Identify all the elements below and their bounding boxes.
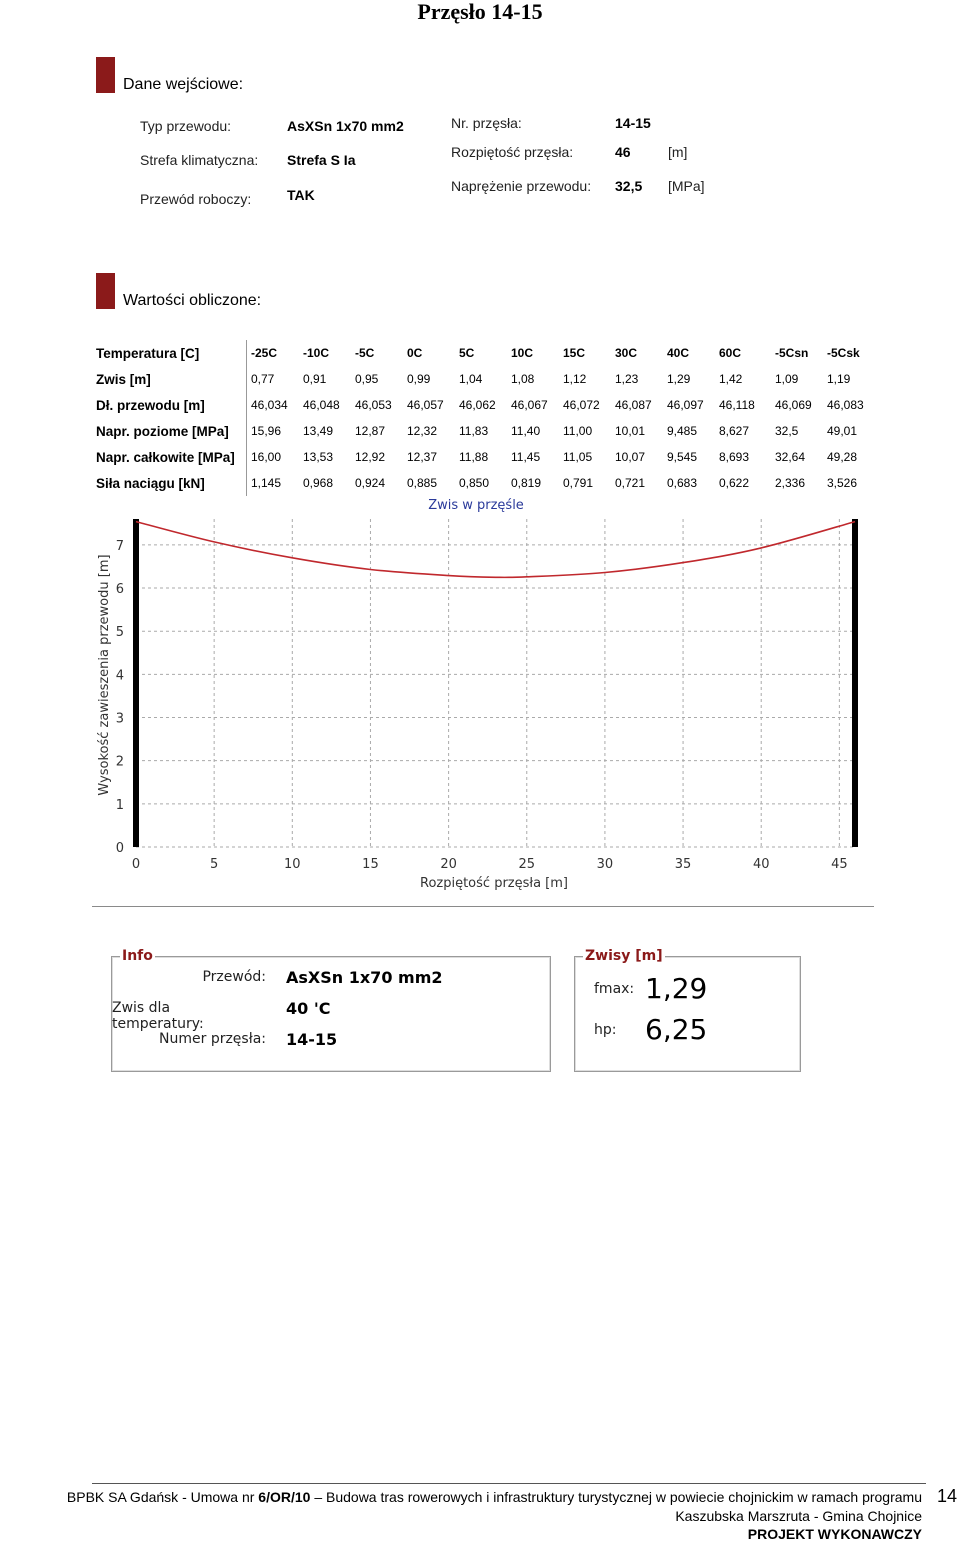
sag-box-title: Zwisy [m] bbox=[585, 948, 663, 964]
table-cell: 0,91 bbox=[303, 372, 327, 386]
zone-value: Strefa S Ia bbox=[287, 152, 356, 168]
table-cell: 13,49 bbox=[303, 424, 334, 438]
table-cell: 0,683 bbox=[667, 476, 698, 490]
table-cell: 3,526 bbox=[827, 476, 858, 490]
divider bbox=[92, 906, 874, 907]
table-cell: 15,96 bbox=[251, 424, 282, 438]
table-cell: 16,00 bbox=[251, 450, 282, 464]
x-tick-label: 10 bbox=[284, 857, 301, 872]
chart-title: Zwis w przęśle bbox=[428, 498, 524, 513]
table-cell: 49,28 bbox=[827, 450, 858, 464]
table-cell: 46,048 bbox=[303, 398, 340, 412]
table-cell: 46,069 bbox=[775, 398, 812, 412]
temperature-cell: 60C bbox=[719, 346, 742, 360]
temperature-cell: -5C bbox=[355, 346, 375, 360]
hp-value: 6,25 bbox=[645, 1013, 708, 1046]
section-marker bbox=[96, 57, 115, 93]
info-conductor-value: AsXSn 1x70 mm2 bbox=[286, 968, 443, 987]
info-temp-value: 40 'C bbox=[286, 999, 331, 1018]
x-tick-label: 15 bbox=[362, 857, 379, 872]
table-cell: 46,062 bbox=[459, 398, 496, 412]
span-no-value: 14-15 bbox=[615, 115, 651, 131]
table-cell: 1,23 bbox=[615, 372, 639, 386]
row-label: Napr. całkowite [MPa] bbox=[92, 444, 247, 470]
type-label: Typ przewodu: bbox=[140, 118, 232, 134]
table-cell: 0,622 bbox=[719, 476, 750, 490]
tension-label: Naprężenie przewodu: bbox=[451, 178, 592, 194]
table-cell: 32,64 bbox=[775, 450, 806, 464]
table-cell: 12,32 bbox=[407, 424, 438, 438]
sag-box bbox=[574, 948, 801, 1072]
table-cell: 12,92 bbox=[355, 450, 386, 464]
page-title: Przęsło 14-15 bbox=[417, 0, 543, 24]
x-tick-label: 40 bbox=[752, 857, 770, 872]
row-label: Dł. przewodu [m] bbox=[92, 392, 247, 418]
temperature-cell: 40C bbox=[667, 346, 690, 360]
table-row bbox=[92, 444, 875, 470]
footer-line-1: BPBK SA Gdańsk - Umowa nr 6/OR/10 – Budowa tras rowerowych i infrastruktury turystycznej w powiecie chojnickim w ramach programu bbox=[66, 1489, 922, 1505]
span-no-label: Nr. przęsła: bbox=[451, 115, 522, 131]
table-cell: 1,19 bbox=[827, 372, 851, 386]
temperature-cell: 10C bbox=[511, 346, 534, 360]
results-section-title: Wartości obliczone: bbox=[123, 292, 262, 309]
y-tick-label: 3 bbox=[115, 711, 124, 727]
fmax-value: 1,29 bbox=[645, 972, 708, 1005]
fmax-label: fmax: bbox=[594, 981, 635, 997]
table-cell: 13,53 bbox=[303, 450, 334, 464]
table-row bbox=[92, 366, 875, 392]
table-cell: 0,99 bbox=[407, 372, 431, 386]
temperature-cell: -25C bbox=[251, 346, 278, 360]
table-header-row bbox=[92, 340, 875, 366]
table-cell: 2,336 bbox=[775, 476, 806, 490]
row-label: Siła naciągu [kN] bbox=[92, 470, 247, 496]
info-span-label: Numer przęsła: bbox=[159, 1031, 266, 1047]
x-tick-label: 5 bbox=[210, 857, 219, 872]
table-cell: 46,083 bbox=[827, 398, 864, 412]
y-tick-label: 0 bbox=[115, 841, 124, 856]
table-cell: 1,08 bbox=[511, 372, 535, 386]
span-length-label: Rozpiętość przęsła: bbox=[451, 144, 574, 160]
table-cell: 1,145 bbox=[251, 476, 282, 490]
table-cell: 11,40 bbox=[511, 424, 541, 438]
footer-rule bbox=[92, 1483, 926, 1484]
table-cell: 10,07 bbox=[615, 450, 646, 464]
working-label: Przewód roboczy: bbox=[140, 191, 252, 207]
zone-label: Strefa klimatyczna: bbox=[140, 152, 259, 168]
table-cell: 32,5 bbox=[775, 424, 799, 438]
y-tick-label: 4 bbox=[115, 668, 124, 684]
x-tick-label: 0 bbox=[131, 857, 141, 872]
x-tick-label: 35 bbox=[674, 857, 692, 872]
y-tick-label: 2 bbox=[115, 754, 124, 770]
temperature-cell: -5Csn bbox=[775, 346, 809, 360]
table-cell: 8,627 bbox=[719, 424, 750, 438]
x-tick-label: 25 bbox=[518, 857, 536, 872]
table-cell: 1,29 bbox=[667, 372, 691, 386]
page-number: 14 bbox=[937, 1486, 958, 1506]
info-temp-label: Zwis dla temperatury: bbox=[112, 1000, 204, 1032]
row-label: Temperatura [C] bbox=[92, 340, 247, 366]
table-cell: 46,097 bbox=[667, 398, 704, 412]
table-cell: 1,04 bbox=[459, 372, 483, 386]
table-cell: 1,09 bbox=[775, 372, 799, 386]
table-cell: 8,693 bbox=[719, 450, 750, 464]
table-cell: 0,968 bbox=[303, 476, 334, 490]
temperature-cell: -10C bbox=[303, 346, 330, 360]
x-tick-label: 20 bbox=[440, 857, 457, 872]
sag-chart bbox=[88, 492, 878, 892]
table-cell: 0,791 bbox=[563, 476, 594, 490]
table-cell: 1,42 bbox=[719, 372, 743, 386]
table-cell: 9,545 bbox=[667, 450, 698, 464]
table-cell: 11,05 bbox=[563, 450, 593, 464]
table-cell: 11,00 bbox=[563, 424, 593, 438]
x-axis-label: Rozpiętość przęsła [m] bbox=[420, 876, 568, 891]
temperature-cell: -5Csk bbox=[827, 346, 860, 360]
table-cell: 46,034 bbox=[251, 398, 288, 412]
table-cell: 12,87 bbox=[355, 424, 386, 438]
table-row bbox=[92, 392, 875, 418]
footer-line-2: Kaszubska Marszruta - Gmina Chojnice bbox=[675, 1508, 922, 1524]
table-cell: 0,850 bbox=[459, 476, 490, 490]
info-box bbox=[111, 948, 551, 1072]
table-cell: 46,057 bbox=[407, 398, 444, 412]
y-tick-label: 5 bbox=[115, 625, 124, 641]
table-cell: 46,067 bbox=[511, 398, 548, 412]
table-cell: 0,924 bbox=[355, 476, 386, 490]
table-cell: 46,118 bbox=[719, 398, 755, 412]
temperature-cell: 5C bbox=[459, 346, 475, 360]
temperature-cell: 30C bbox=[615, 346, 638, 360]
temperature-cell: 0C bbox=[407, 346, 423, 360]
x-tick-label: 45 bbox=[831, 857, 848, 872]
table-cell: 10,01 bbox=[615, 424, 646, 438]
y-tick-label: 6 bbox=[115, 582, 124, 598]
table-cell: 11,83 bbox=[459, 424, 489, 438]
span-length-unit: [m] bbox=[668, 144, 688, 160]
table-cell: 11,45 bbox=[511, 450, 541, 464]
table-cell: 49,01 bbox=[827, 424, 858, 438]
row-label: Napr. poziome [MPa] bbox=[92, 418, 247, 444]
type-value: AsXSn 1x70 mm2 bbox=[287, 118, 404, 134]
table-cell: 0,721 bbox=[615, 476, 646, 490]
table-cell: 0,95 bbox=[355, 372, 379, 386]
sag-curve bbox=[136, 522, 855, 578]
tension-unit: [MPa] bbox=[668, 178, 705, 194]
input-section-title: Dane wejściowe: bbox=[123, 76, 244, 93]
hp-label: hp: bbox=[594, 1022, 617, 1038]
info-box-title: Info bbox=[122, 948, 153, 964]
span-length-value: 46 bbox=[615, 144, 631, 160]
footer-line-3: PROJEKT WYKONAWCZY bbox=[747, 1526, 922, 1542]
table-row bbox=[92, 418, 875, 444]
table-cell: 0,819 bbox=[511, 476, 542, 490]
table-cell: 11,88 bbox=[459, 450, 489, 464]
table-cell: 46,053 bbox=[355, 398, 392, 412]
table-cell: 0,77 bbox=[251, 372, 275, 386]
row-label: Zwis [m] bbox=[92, 366, 247, 392]
info-span-value: 14-15 bbox=[286, 1030, 338, 1049]
temperature-cell: 15C bbox=[563, 346, 586, 360]
y-tick-label: 7 bbox=[115, 538, 124, 554]
table-cell: 12,37 bbox=[407, 450, 438, 464]
table-cell: 1,12 bbox=[563, 372, 587, 386]
y-tick-label: 1 bbox=[115, 797, 124, 813]
table-cell: 9,485 bbox=[667, 424, 698, 438]
working-value: TAK bbox=[287, 187, 315, 203]
info-conductor-label: Przewód: bbox=[202, 969, 266, 985]
results-table bbox=[92, 340, 875, 496]
table-cell: 0,885 bbox=[407, 476, 438, 490]
section-marker bbox=[96, 273, 115, 309]
x-tick-label: 30 bbox=[596, 857, 614, 872]
y-axis-label: Wysokość zawieszenia przewodu [m] bbox=[97, 554, 112, 796]
table-cell: 46,072 bbox=[563, 398, 600, 412]
tension-value: 32,5 bbox=[615, 178, 643, 194]
table-cell: 46,087 bbox=[615, 398, 652, 412]
